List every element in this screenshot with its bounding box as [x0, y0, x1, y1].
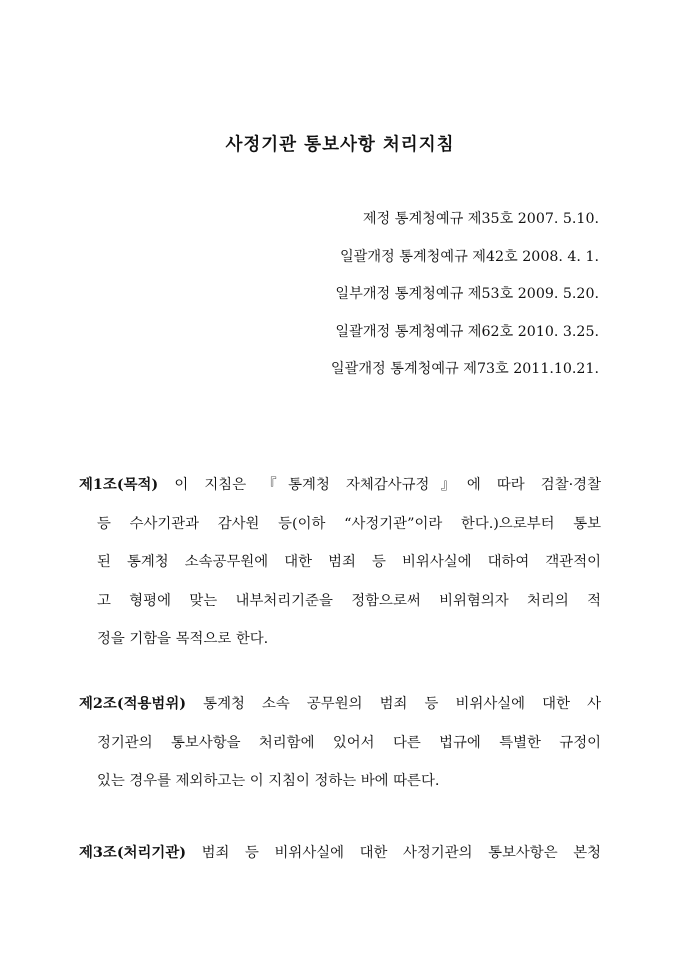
document-title: 사정기관 통보사항 처리지침	[225, 135, 455, 155]
article-line: 정기관의 통보사항을 처리함에 있어서 다른 법규에 특별한 규정이	[97, 734, 601, 751]
revision-entry: 일괄개정 통계청예규 제73호 2011.10.21.	[330, 361, 599, 377]
article-1-purpose	[79, 474, 601, 667]
article-line	[79, 693, 601, 732]
revision-entry: 일괄개정 통계청예규 제62호 2010. 3.25.	[335, 323, 599, 340]
article-heading: 제2조(적용범위)	[79, 695, 187, 712]
revision-entry: 제정 통계청예규 제35호 2007. 5.10.	[362, 211, 599, 227]
article-line	[79, 842, 601, 881]
revision-entry: 일괄개정 통계청예규 제42호 2008. 4. 1.	[339, 248, 599, 265]
article-2-scope	[79, 693, 601, 809]
revision-entry: 일부개정 통계청예규 제53호 2009. 5.20.	[335, 286, 599, 302]
article-line: 된 통계청 소속공무원에 대한 범죄 등 비위사실에 대하여 객관적이	[97, 554, 601, 570]
article-text: 통계청 소속 공무원의 범죄 등 비위사실에 대한 사	[186, 696, 601, 712]
article-line: 고 형평에 맞는 내부처리기준을 정함으로써 비위혐의자 처리의 적	[97, 592, 601, 609]
article-line: 정을 기함을 목적으로 한다.	[97, 631, 269, 647]
article-text: 범죄 등 비위사실에 대한 사정기관의 통보사항은 본청	[186, 845, 601, 861]
article-heading: 제3조(처리기관)	[79, 844, 187, 861]
article-3-handling-agency	[79, 842, 601, 881]
article-text: 이 지침은 『통계청 자체감사규정』에 따라 검찰·경찰	[158, 477, 601, 493]
article-line: 있는 경우를 제외하고는 이 지침이 정하는 바에 따른다.	[97, 773, 440, 789]
article-line: 등 수사기관과 감사원 등(이하 “사정기관”이라 한다.)으로부터 통보	[97, 515, 601, 532]
revision-history	[331, 208, 599, 396]
article-line	[79, 474, 601, 513]
article-heading: 제1조(목적)	[79, 476, 159, 493]
